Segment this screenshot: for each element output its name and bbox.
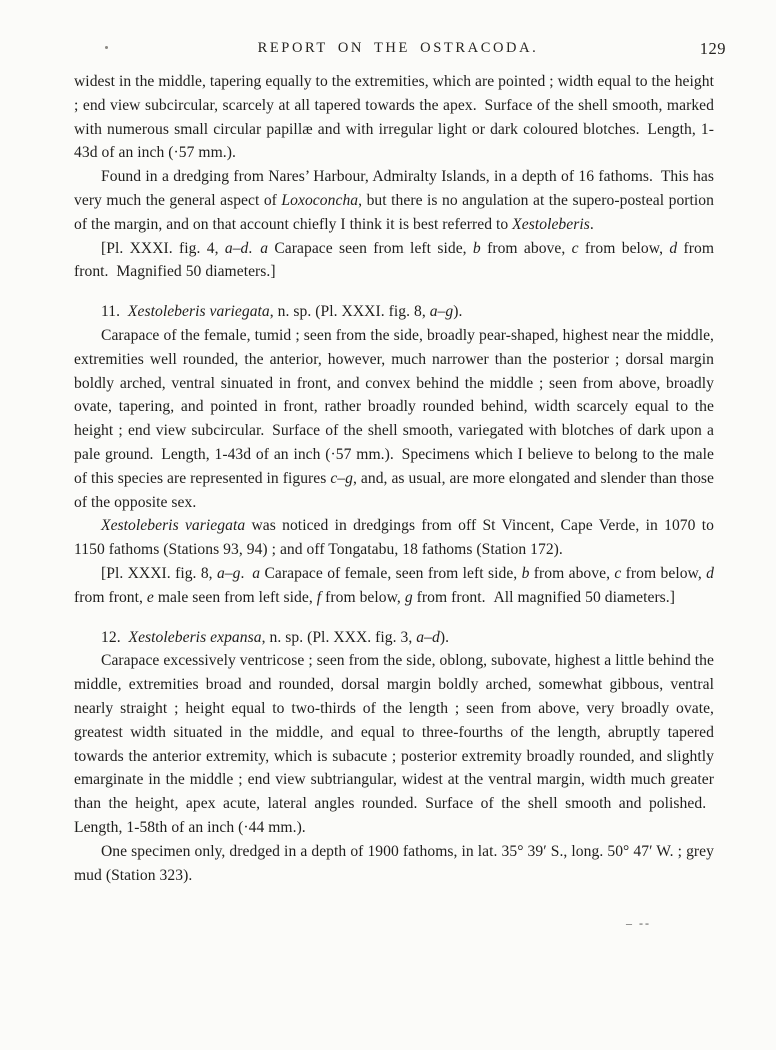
- para-locality-previous-species: [74, 165, 714, 236]
- text-run: ).: [453, 303, 463, 321]
- para-description-variegata: [74, 324, 714, 514]
- text-run: .: [589, 215, 594, 233]
- text-run: Carapace seen from left side,: [268, 239, 473, 257]
- text-run: Carapace of female, seen from left side,: [260, 564, 522, 582]
- text-run: was noticed in dredgings from off St Vincent, Cape Verde, in 1070 to 1150 fathoms (Stations 93, 94) ; and off Tongatabu, 18 fathoms (Station 172).: [74, 517, 714, 559]
- text-run: Carapace of the female, tumid ; seen from the side, broadly pear-shaped, highest near the middle, extremities well rounded, the anterior, however, much narrower than the posterior ; dorsal margin boldly arched, ventral sinuated in front, and convex behind the middle ; seen from above, broadly ovate, tapering, and pointed in front, rather broadly rounded behind, width scarcely equal to the height ; end view subcircular. Surface of the shell smooth, variegated with blotches of dark upon a pale ground. Length, 1-43d of an inch (·57 mm.). Specimens which I believe to belong to the male of this species are represented in figures: [74, 326, 714, 487]
- body-text: [74, 70, 714, 887]
- page-number: 129: [699, 39, 726, 58]
- text-run: One specimen only, dredged in a depth of 1900 fathoms, in lat. 35° 39′ S., long. 50° 47′ W. ; grey mud (Station 323).: [74, 842, 714, 884]
- page-header: [70, 40, 726, 62]
- italic-run: d: [669, 239, 678, 257]
- scan-artifact-marks: – --: [626, 916, 651, 930]
- text-run: from front. Magnified 50 diameters.]: [74, 239, 714, 281]
- italic-run: a–d: [416, 628, 440, 646]
- italic-run: g: [404, 588, 413, 606]
- para-plate-reference-fig4: [74, 237, 714, 285]
- italic-run: Xestoleberis: [512, 215, 590, 233]
- text-run: from above,: [480, 239, 572, 257]
- text-run: from above,: [529, 564, 615, 582]
- text-run: 12.: [101, 628, 129, 646]
- text-run: male seen from left side,: [153, 588, 317, 606]
- text-run: ).: [439, 628, 450, 646]
- text-run: , but there is no angulation at the supero-posteal portion of the margin, and on that account chiefly I think it is best referred to: [74, 191, 714, 233]
- text-run: [Pl. XXXI. fig. 8,: [101, 564, 217, 582]
- para-continuation: [74, 70, 714, 165]
- italic-run: a: [260, 239, 269, 257]
- text-run: Found in a dredging from Nares’ Harbour, Admiralty Islands, in a depth of 16 fathoms. This has very much the general aspect of: [74, 168, 714, 209]
- text-run: from front,: [74, 588, 147, 606]
- para-plate-reference-fig8: [74, 562, 714, 610]
- text-run: [Pl. XXXI. fig. 4,: [101, 239, 225, 257]
- italic-run: Xestoleberis variegata: [127, 303, 270, 321]
- text-run: .: [248, 239, 261, 257]
- italic-run: c: [571, 239, 579, 257]
- running-title: REPORT ON THE OSTRACODA.: [257, 40, 539, 56]
- italic-run: Loxoconcha: [281, 191, 359, 209]
- italic-run: c: [614, 564, 622, 582]
- text-run: from below,: [321, 588, 405, 606]
- italic-run: Xestoleberis expansa: [128, 628, 262, 646]
- para-locality-variegata: [74, 514, 714, 562]
- para-locality-expansa: [74, 840, 714, 888]
- text-run: .: [240, 564, 253, 582]
- text-run: 11.: [101, 303, 128, 321]
- italic-run: a: [252, 564, 261, 582]
- text-run: from front. All magnified 50 diameters.]: [412, 588, 675, 606]
- text-run: widest in the middle, tapering equally to the extremities, which are pointed ; width equal to the height ; end view subcircular, scarcely at all tapered towards the apex. Surface of the shell smooth, marked with numerous small circular papillæ and with irregular light or dark coloured blotches. Length, 1-43d of an inch (·57 mm.).: [74, 73, 714, 162]
- italic-run: d: [706, 564, 714, 582]
- italic-run: b: [521, 564, 530, 582]
- para-description-expansa: [74, 649, 714, 839]
- italic-run: c–g: [330, 469, 353, 487]
- italic-run: e: [146, 588, 154, 606]
- italic-run: a–g: [429, 303, 454, 321]
- italic-run: Xestoleberis variegata: [101, 517, 246, 535]
- text-run: , and, as usual, are more elongated and slender than those of the opposite sex.: [74, 469, 714, 511]
- text-run: from below,: [621, 564, 707, 582]
- heading-species-11: [74, 300, 714, 324]
- heading-species-12: [74, 626, 714, 650]
- italic-run: a–d: [224, 239, 249, 257]
- italic-run: a–g: [216, 564, 241, 582]
- text-run: , n. sp. (Pl. XXXI. fig. 8,: [269, 303, 430, 321]
- text-run: , n. sp. (Pl. XXX. fig. 3,: [261, 628, 417, 646]
- italic-run: b: [472, 239, 481, 257]
- text-run: Carapace excessively ventricose ; seen from the side, oblong, subovate, highest a little behind the middle, extremities broad and rounded, dorsal margin boldly arched, somewhat gibbous, ventral nearly straight ; height equal to two-thirds of the length ; seen from above, very broadly ovate, greatest width situated in the middle, and equal to three-fourths of the length, abruptly tapered towards the anterior extremity, which is subacute ; posterior extremity broadly rounded, and slightly emarginate in the middle ; end view subtriangular, widest at the ventral margin, width much greater than the height, apex acute, lateral angles rounded. Surface of the shell smooth and polished. Length, 1-58th of an inch (·44 mm.).: [74, 652, 714, 836]
- italic-run: f: [316, 588, 322, 606]
- text-run: from below,: [578, 239, 670, 257]
